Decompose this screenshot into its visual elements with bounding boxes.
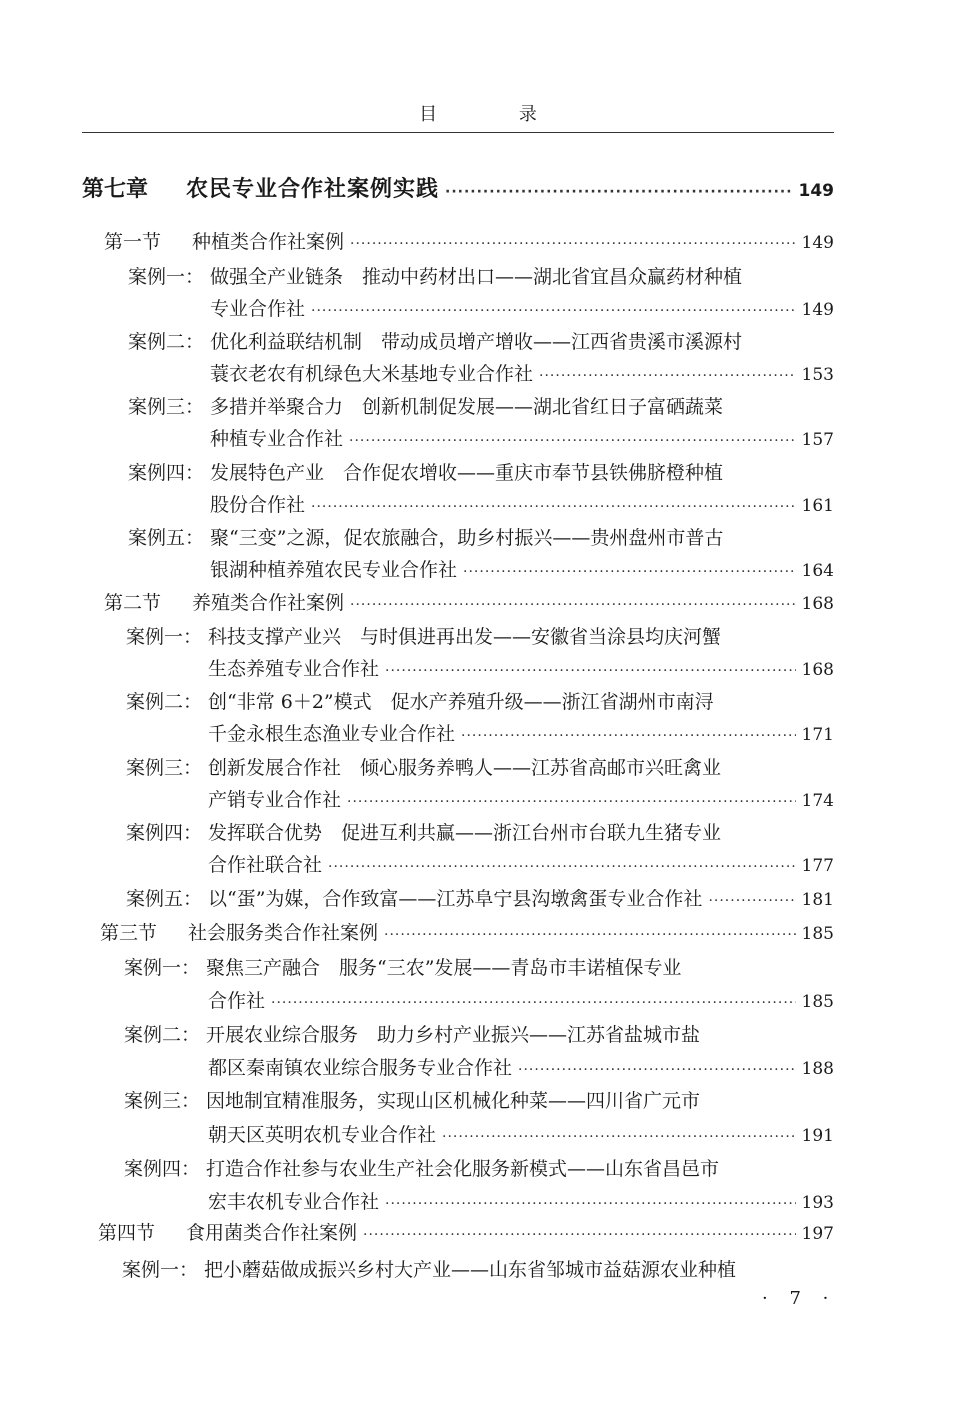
case-entry-title: 科技支撑产业兴 与时俱进再出发——安徽省当涂县均庆河蟹	[208, 626, 722, 648]
case-entry	[126, 818, 834, 845]
case-entry-continued-page: 188	[801, 1059, 834, 1079]
leader-dots	[708, 893, 795, 909]
case-entry-continued-page: 193	[801, 1193, 834, 1213]
leader-dots	[350, 597, 796, 613]
case-entry-continued	[208, 1053, 834, 1080]
case-entry-continued-title: 股份合作社	[210, 494, 306, 516]
leader-dots	[311, 303, 796, 319]
case-entry-label: 案例四：	[128, 462, 205, 484]
case-entry-continued-page: 177	[801, 856, 834, 876]
case-entry-label: 案例五：	[126, 888, 203, 910]
leader-dots	[363, 1227, 796, 1243]
case-entry-label: 案例五：	[128, 527, 205, 549]
case-entry-continued	[208, 785, 834, 812]
case-entry-label: 案例三：	[128, 396, 205, 418]
section-entry-page: 149	[801, 233, 834, 253]
section-entry-title: 食用菌类合作社案例	[186, 1222, 358, 1244]
case-entry-continued-title: 种植专业合作社	[210, 428, 344, 450]
section-entry-label: 第一节	[104, 231, 162, 253]
case-entry-continued-title: 产销专业合作社	[208, 789, 342, 811]
case-entry-title: 因地制宜精准服务，实现山区机械化种菜——四川省广元市	[206, 1090, 701, 1112]
case-entry-continued	[208, 850, 834, 877]
case-entry-title: 聚“三变”之源，促农旅融合，助乡村振兴——贵州盘州市普古	[210, 527, 724, 549]
section-entry-label: 第二节	[104, 592, 162, 614]
leader-dots	[271, 995, 796, 1011]
case-entry	[126, 622, 834, 649]
case-entry	[128, 523, 834, 550]
case-entry-continued	[208, 719, 834, 746]
case-entry	[124, 1154, 834, 1181]
section-entry	[104, 588, 834, 615]
case-entry-continued	[208, 654, 834, 681]
leader-dots	[463, 564, 796, 580]
chapter-entry-title: 农民专业合作社案例实践	[186, 177, 440, 202]
case-entry-label: 案例一：	[124, 957, 201, 979]
case-entry	[128, 392, 834, 419]
case-entry-continued-title: 合作社联合社	[208, 854, 323, 876]
section-entry-label: 第四节	[98, 1222, 156, 1244]
section-entry	[104, 227, 834, 254]
case-entry-label: 案例二：	[126, 691, 203, 713]
case-entry-continued-page: 174	[801, 791, 834, 811]
case-entry	[126, 753, 834, 780]
section-entry-title: 社会服务类合作社案例	[188, 922, 379, 944]
chapter-entry-label: 第七章	[82, 177, 149, 202]
case-entry-continued-title: 朝天区英明农机专业合作社	[208, 1124, 437, 1146]
case-entry-title: 多措并举聚合力 创新机制促发展——湖北省红日子富硒蔬菜	[210, 396, 724, 418]
case-entry-page: 181	[801, 890, 834, 910]
case-entry-label: 案例一：	[126, 626, 203, 648]
case-entry-title: 创新发展合作社 倾心服务养鸭人——江苏省高邮市兴旺禽业	[208, 757, 722, 779]
section-entry	[100, 918, 834, 945]
case-entry-continued-page: 161	[801, 496, 834, 516]
chapter-entry-page: 149	[798, 181, 834, 201]
case-entry-continued-page: 191	[801, 1126, 834, 1146]
section-entry-page: 185	[801, 924, 834, 944]
leader-dots	[385, 1196, 796, 1212]
case-entry-title: 打造合作社参与农业生产社会化服务新模式——山东省昌邑市	[206, 1158, 720, 1180]
case-entry-label: 案例一：	[128, 266, 205, 288]
case-entry-continued-title: 专业合作社	[210, 298, 306, 320]
case-entry-continued-page: 168	[801, 660, 834, 680]
case-entry-title: 做强全产业链条 推动中药材出口——湖北省宜昌众赢药材种植	[210, 266, 743, 288]
leader-dots	[347, 794, 796, 810]
case-entry-continued	[210, 294, 834, 321]
case-entry-continued-title: 都区秦南镇农业综合服务专业合作社	[208, 1057, 513, 1079]
case-entry-continued	[210, 424, 834, 451]
case-entry-title: 创“非常 6＋2”模式 促水产养殖升级——浙江省湖州市南浔	[208, 691, 714, 713]
case-entry-continued-page: 153	[801, 365, 834, 385]
case-entry	[128, 262, 834, 289]
case-entry	[126, 687, 834, 714]
chapter-entry	[82, 172, 834, 203]
leader-dots	[461, 728, 796, 744]
leader-dots	[539, 368, 796, 384]
leader-dots	[384, 927, 796, 943]
case-entry-title: 聚焦三产融合 服务“三农”发展——青岛市丰诺植保专业	[206, 957, 682, 979]
leader-dots	[445, 184, 792, 200]
case-entry-label: 案例一：	[122, 1259, 199, 1281]
case-entry-continued-title: 合作社	[208, 990, 266, 1012]
leader-dots	[518, 1062, 796, 1078]
leader-dots	[349, 433, 796, 449]
case-entry-continued	[210, 359, 834, 386]
case-entry-label: 案例二：	[124, 1024, 201, 1046]
leader-dots	[328, 859, 796, 875]
case-entry-continued-title: 生态养殖专业合作社	[208, 658, 380, 680]
case-entry-label: 案例三：	[126, 757, 203, 779]
case-entry-title: 发挥联合优势 促进互利共赢——浙江台州市台联九生猪专业	[208, 822, 722, 844]
case-entry-continued-page: 164	[801, 561, 834, 581]
case-entry	[124, 953, 834, 980]
case-entry-continued	[208, 1187, 834, 1214]
case-entry-continued-page: 185	[801, 992, 834, 1012]
case-entry	[124, 1020, 834, 1047]
case-entry-continued-title: 蓑衣老农有机绿色大米基地专业合作社	[210, 363, 534, 385]
case-entry-continued	[210, 555, 834, 582]
leader-dots	[311, 499, 796, 515]
case-entry-continued-title: 宏丰农机专业合作社	[208, 1191, 380, 1213]
case-entry-continued-title: 千金永根生态渔业专业合作社	[208, 723, 456, 745]
page-number: · 7 ·	[762, 1288, 837, 1309]
case-entry-label: 案例四：	[126, 822, 203, 844]
leader-dots	[385, 663, 796, 679]
section-entry-title: 种植类合作社案例	[192, 231, 345, 253]
case-entry-title: 发展特色产业 合作促农增收——重庆市奉节县铁佛脐橙种植	[210, 462, 724, 484]
section-entry-label: 第三节	[100, 922, 158, 944]
leader-dots	[350, 236, 796, 252]
section-entry	[98, 1218, 834, 1245]
section-entry-title: 养殖类合作社案例	[192, 592, 345, 614]
leader-dots	[442, 1129, 796, 1145]
case-entry-continued-title: 银湖种植养殖农民专业合作社	[210, 559, 458, 581]
case-entry-title: 以“蛋”为媒，合作致富——江苏阜宁县沟墩禽蛋专业合作社	[208, 888, 703, 910]
case-entry	[128, 327, 834, 354]
case-entry-continued-page: 171	[801, 725, 834, 745]
case-entry	[128, 458, 834, 485]
case-entry-label: 案例四：	[124, 1158, 201, 1180]
case-entry-title: 把小蘑菇做成振兴乡村大产业——山东省邹城市益菇源农业种植	[204, 1259, 737, 1281]
running-header: 目 录	[419, 104, 575, 125]
section-entry-page: 168	[801, 594, 834, 614]
case-entry-continued-page: 149	[801, 300, 834, 320]
case-entry-title: 开展农业综合服务 助力乡村产业振兴——江苏省盐城市盐	[206, 1024, 701, 1046]
case-entry	[126, 884, 834, 911]
case-entry-title: 优化利益联结机制 带动成员增产增收——江西省贵溪市溪源村	[210, 331, 743, 353]
case-entry	[122, 1255, 834, 1282]
case-entry-continued	[208, 1120, 834, 1147]
case-entry-label: 案例三：	[124, 1090, 201, 1112]
case-entry-continued	[210, 490, 834, 517]
case-entry-continued	[208, 986, 834, 1013]
section-entry-page: 197	[801, 1224, 834, 1244]
case-entry-continued-page: 157	[801, 430, 834, 450]
case-entry-label: 案例二：	[128, 331, 205, 353]
case-entry	[124, 1086, 834, 1113]
